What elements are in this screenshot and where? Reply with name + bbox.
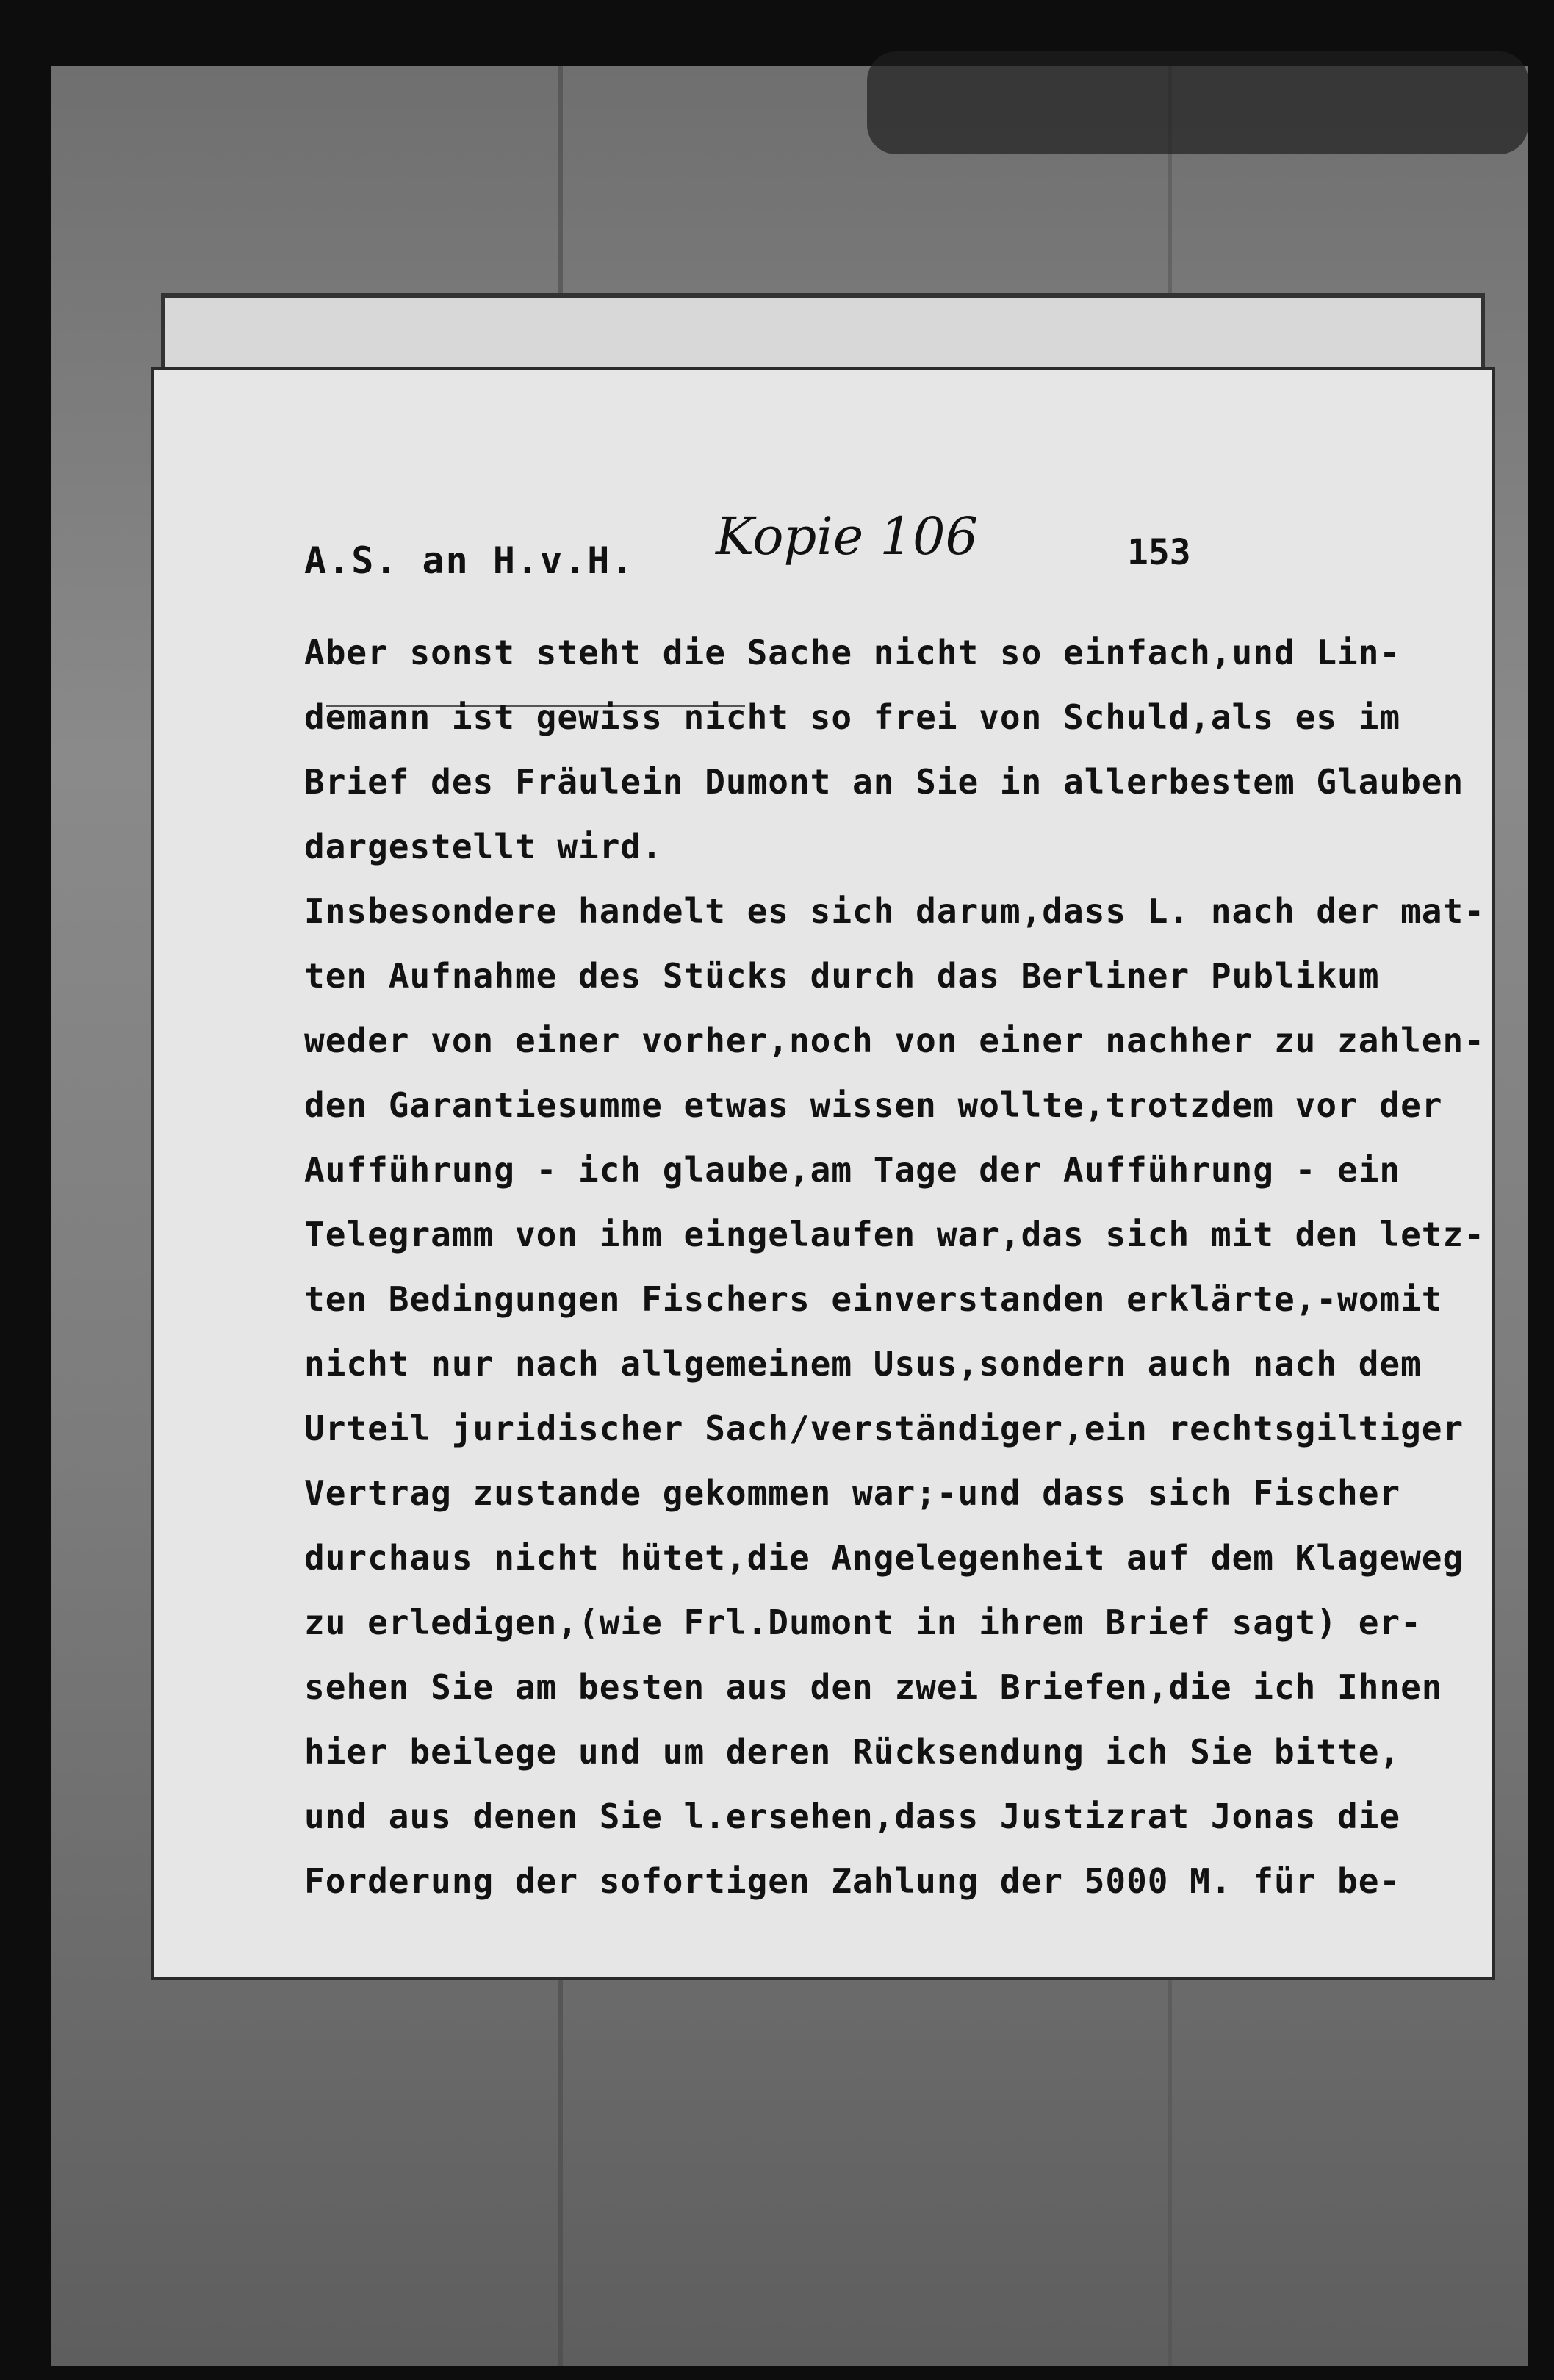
text-line: Vertrag zustande gekommen war;-und dass sich Fischer [304,1473,1401,1513]
text-line: ten Aufnahme des Stücks durch das Berliner Publikum [304,956,1380,996]
letter-page [151,367,1495,1980]
text-line: dargestellt wird. [304,827,663,866]
text-line: Forderung der sofortigen Zahlung der 5000 M. für be- [304,1861,1401,1901]
text-line: Brief des Fräulein Dumont an Sie in allerbestem Glauben [304,762,1464,802]
text-line: zu erledigen,(wie Frl.Dumont in ihrem Brief sagt) er- [304,1603,1422,1642]
text-line: weder von einer vorher,noch von einer nachher zu zahlen- [304,1021,1485,1060]
text-line: Urteil juridischer Sach/verständiger,ein rechtsgiltiger [304,1409,1464,1448]
handwritten-note: Kopie 106 [716,506,979,567]
text-line: hier beilege und um deren Rücksendung ich Sie bitte, [304,1732,1401,1772]
text-line: Telegramm von ihm eingelaufen war,das sich mit den letz- [304,1215,1485,1254]
page-number: 153 [1127,532,1191,573]
text-line: demann ist gewiss nicht so frei von Schuld,als es im [304,697,1401,737]
text-line: Aufführung - ich glaube,am Tage der Aufführung - ein [304,1150,1401,1190]
letter-body [304,620,1485,1913]
text-line: sehen Sie am besten aus den zwei Briefen,die ich Ihnen [304,1667,1443,1707]
text-line: den Garantiesumme etwas wissen wollte,trotzdem vor der [304,1085,1443,1125]
text-line: Aber sonst steht die Sache nicht so einfach,und Lin- [304,633,1401,672]
page-header [304,506,1333,598]
text-line: ten Bedingungen Fischers einverstanden erklärte,-womit [304,1279,1443,1319]
sender-recipient: A.S. an H.v.H. [304,539,635,582]
text-line: und aus denen Sie l.ersehen,dass Justizrat Jonas die [304,1797,1401,1836]
shadow-area [867,51,1528,154]
text-line: durchaus nicht hütet,die Angelegenheit auf dem Klageweg [304,1538,1464,1578]
text-line: nicht nur nach allgemeinem Usus,sondern auch nach dem [304,1344,1422,1384]
text-line: Insbesondere handelt es sich darum,dass L. nach der mat- [304,891,1485,931]
